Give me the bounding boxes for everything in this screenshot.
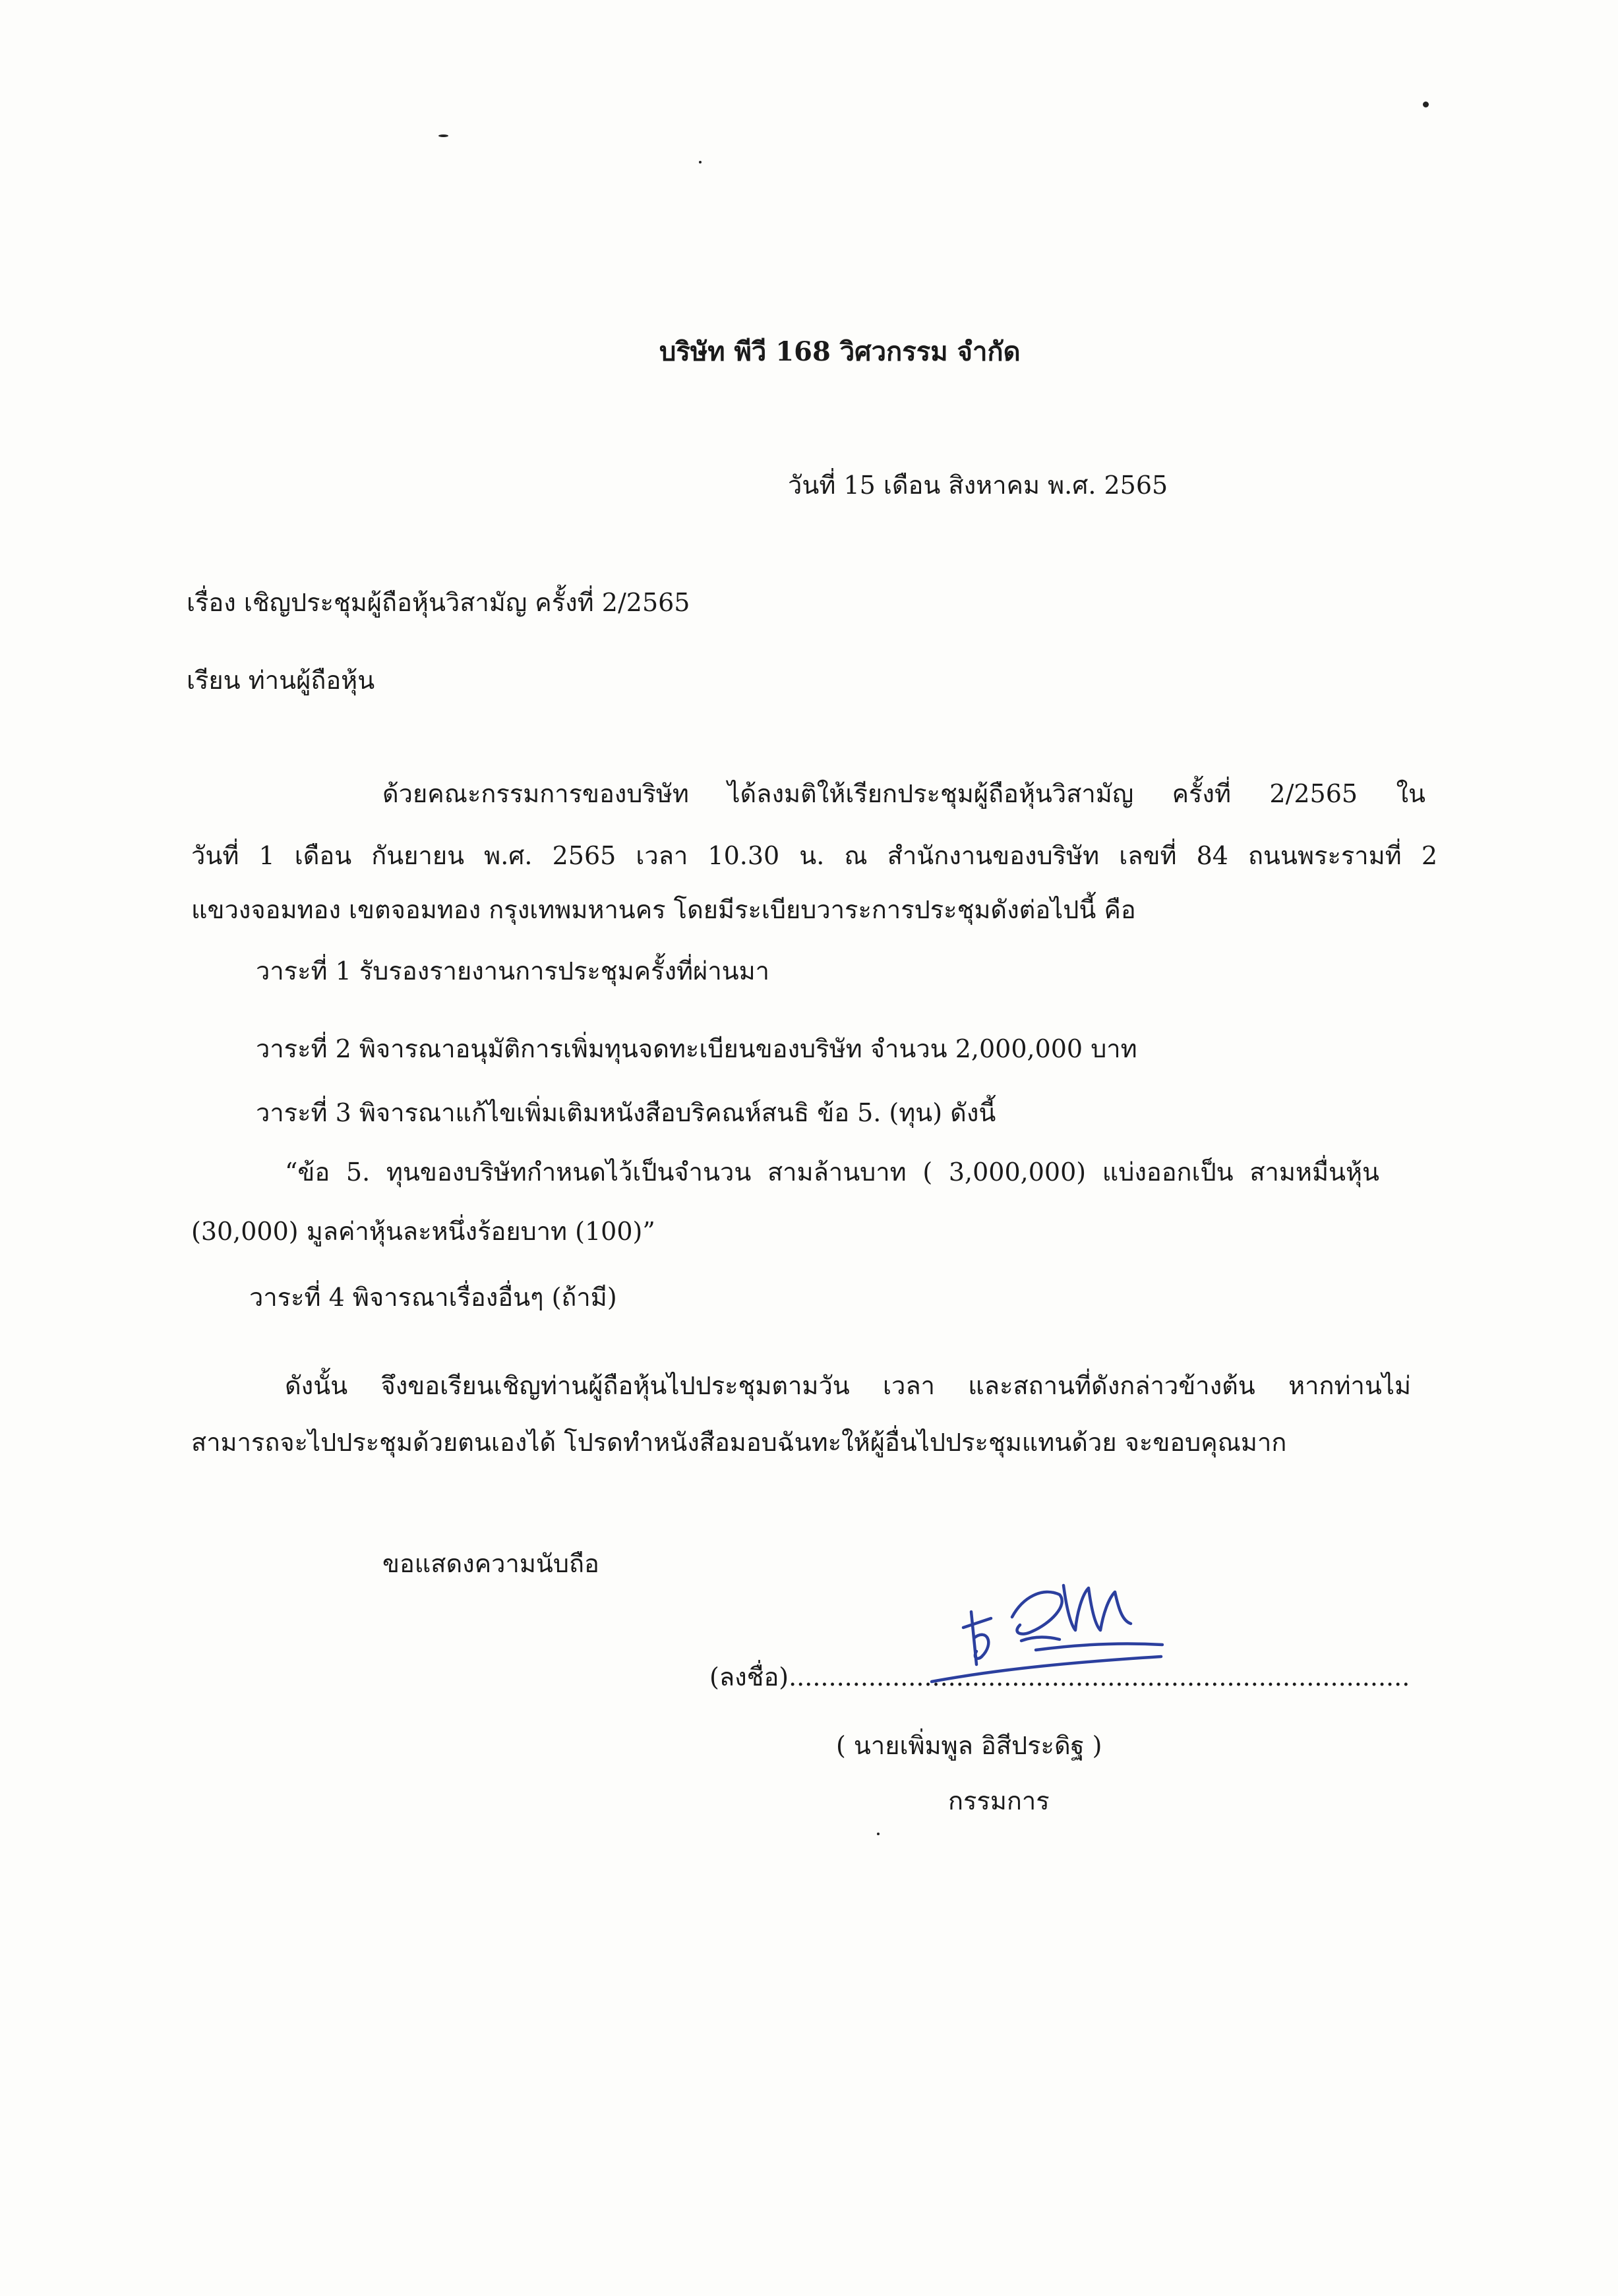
signer-name: ( นายเพิ่มพูล อิสีประดิฐ )	[836, 1731, 1102, 1760]
scan-speck	[1423, 102, 1429, 107]
scan-speck	[438, 134, 448, 137]
agenda-item-4: วาระที่ 4 พิจารณาเรื่องอื่นๆ (ถ้ามี)	[249, 1283, 617, 1312]
date-line: วันที่ 15 เดือน สิงหาคม พ.ศ. 2565	[788, 471, 1168, 500]
scan-speck	[877, 1833, 880, 1835]
scan-speck	[699, 161, 702, 163]
quote-line-1: “ข้อ 5. ทุนของบริษัทกำหนดไว้เป็นจำนวน สามล้านบาท ( 3,000,000) แบ่งออกเป็น สามหมื่นหุ้น	[285, 1158, 1379, 1187]
agenda-item-3: วาระที่ 3 พิจารณาแก้ไขเพิ่มเติมหนังสือบริคณห์สนธิ ข้อ 5. (ทุน) ดังนี้	[256, 1098, 996, 1127]
intro-line-1: ด้วยคณะกรรมการของบริษัท ได้ลงมติให้เรียกประชุมผู้ถือหุ้นวิสามัญ ครั้งที่ 2/2565 ใน	[382, 779, 1425, 808]
regards-line: ขอแสดงความนับถือ	[382, 1549, 599, 1578]
intro-line-3: แขวงจอมทอง เขตจอมทอง กรุงเทพมหานคร โดยมีระเบียบวาระการประชุมดังต่อไปนี้ คือ	[191, 895, 1136, 924]
signature-line: (ลงชื่อ)..............................................................................	[709, 1663, 1410, 1692]
closing-line-2: สามารถจะไปประชุมด้วยตนเองได้ โปรดทำหนังสือมอบฉันทะให้ผู้อื่นไปประชุมแทนด้วย จะขอบคุณมาก	[191, 1428, 1287, 1457]
company-name: บริษัท พีวี 168 วิศวกรรม จำกัด	[659, 336, 1021, 367]
intro-line-2: วันที่ 1 เดือน กันยายน พ.ศ. 2565 เวลา 10.30 น. ณ สำนักงานของบริษัท เลขที่ 84 ถนนพระรามที่ 2	[191, 841, 1437, 870]
subject-line: เรื่อง เชิญประชุมผู้ถือหุ้นวิสามัญ ครั้งที่ 2/2565	[187, 588, 690, 617]
recipient-line: เรียน ท่านผู้ถือหุ้น	[187, 666, 375, 695]
closing-line-1: ดังนั้น จึงขอเรียนเชิญท่านผู้ถือหุ้นไปประชุมตามวัน เวลา และสถานที่ดังกล่าวข้างต้น หากท่านไม่	[285, 1371, 1411, 1400]
agenda-item-1: วาระที่ 1 รับรองรายงานการประชุมครั้งที่ผ่านมา	[256, 957, 770, 986]
agenda-item-2: วาระที่ 2 พิจารณาอนุมัติการเพิ่มทุนจดทะเบียนของบริษัท จำนวน 2,000,000 บาท	[256, 1034, 1137, 1063]
quote-line-2: (30,000) มูลค่าหุ้นละหนึ่งร้อยบาท (100)”	[191, 1217, 655, 1246]
signer-title: กรรมการ	[948, 1786, 1050, 1815]
